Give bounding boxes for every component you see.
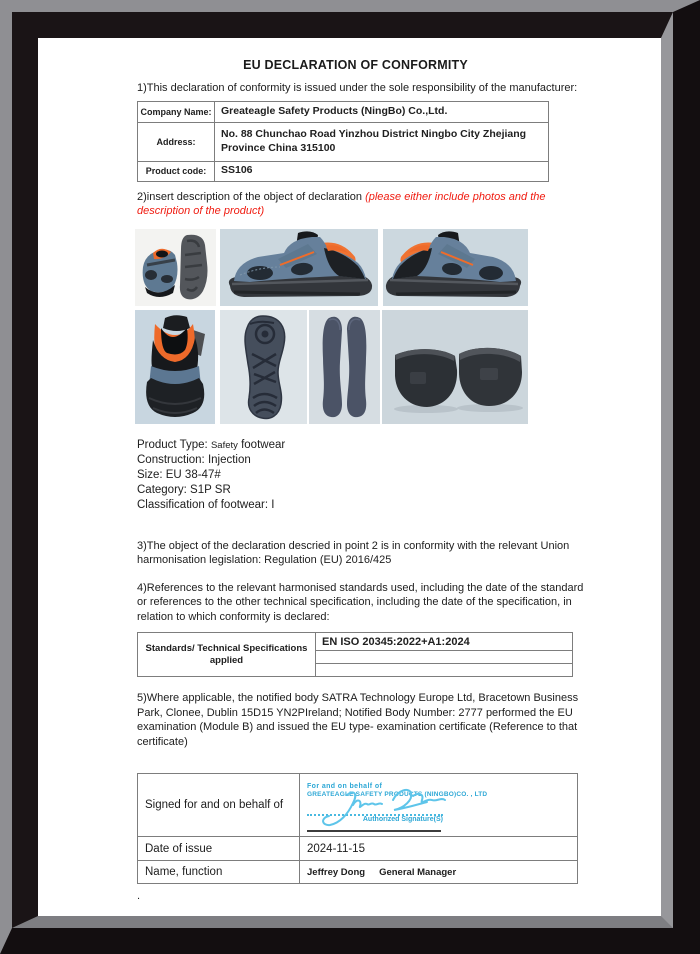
- section-2-black-text: 2)insert description of the object of declaration: [137, 190, 366, 203]
- date-of-issue-value: 2024-11-15: [300, 837, 578, 861]
- standard-empty-row: [316, 664, 573, 677]
- standards-table: [137, 632, 573, 677]
- classification-line: Classification of footwear: I: [137, 498, 275, 511]
- date-of-issue-label: Date of issue: [138, 837, 300, 861]
- table-row: [138, 161, 549, 181]
- section-5-text: 5)Where applicable, the notified body SATRA Technology Europe Ltd, Bracetown Business Park, Clonee, Dublin 15D15 YN2PIreland; Notified Body Number: 2777 performed the EU examination (Module B) and issued the EU type- examination certificate (Reference to that certificate): [137, 692, 579, 748]
- table-row: [138, 774, 578, 837]
- company-name-value: Greateagle Safety Products (NingBo) Co.,Ltd.: [215, 101, 549, 122]
- stamp-cell: [300, 774, 578, 837]
- picture-frame-inner-bevel: [12, 12, 673, 928]
- toe-caps-pair-photo: [382, 310, 528, 424]
- category-line: Category: S1P SR: [137, 483, 231, 496]
- signature-underline: [307, 830, 441, 832]
- section-3-text: 3)The object of the declaration descried in point 2 is in conformity with the relevant Union harmonisation legislation: Regulation (EU) 2016/425: [137, 539, 570, 566]
- product-type-small-word: Safety: [210, 439, 238, 451]
- signatory-function: General Manager: [379, 867, 457, 878]
- company-stamp: [301, 779, 576, 832]
- table-row: [138, 861, 578, 884]
- section-2-text: [137, 190, 585, 219]
- table-row: [138, 837, 578, 861]
- signed-for-label: Signed for and on behalf of: [138, 774, 300, 837]
- table-row: [138, 101, 549, 122]
- signatory-name: Jeffrey Dong: [307, 867, 366, 878]
- outsole-bottom-view-photo: [220, 310, 307, 424]
- product-type-rest: footwear: [237, 438, 286, 451]
- section-2-red-text: (please either include photos and the description of the product): [137, 190, 546, 217]
- signature-table: [137, 773, 578, 884]
- name-function-value: [300, 861, 578, 884]
- section-1-text: 1)This declaration of conformity is issued under the sole responsibility of the manufacturer:: [137, 82, 578, 94]
- table-row: [138, 633, 573, 651]
- address-value: No. 88 Chunchao Road Yinzhou District Ningbo City Zhejiang Province China 315100: [215, 122, 549, 161]
- company-name-label: Company Name:: [138, 101, 215, 122]
- shoe-heel-view-photo: [135, 310, 215, 424]
- product-code-value: SS106: [215, 161, 549, 181]
- section-4-text: 4)References to the relevant harmonised standards used, including the date of the standard or references to the other technical specification, including the date of the specification, in relation to which conformity is declared:: [137, 581, 584, 623]
- declaration-document-page: [38, 38, 661, 916]
- product-code-label: Product code:: [138, 161, 215, 181]
- stamp-line-2: GREATEAGLE SAFETY PRODUCTS (NINGBO)CO. , LTD: [307, 790, 488, 798]
- size-line: Size: EU 38-47#: [137, 468, 221, 481]
- standard-value: EN ISO 20345:2022+A1:2024: [316, 633, 573, 651]
- standard-empty-row: [316, 651, 573, 664]
- insoles-pair-photo: [309, 310, 380, 424]
- product-type-line: [137, 438, 661, 453]
- product-type-label: Product Type:: [137, 438, 211, 451]
- product-photo-grid: [135, 229, 528, 424]
- construction-line: Construction: Injection: [137, 453, 251, 466]
- address-label: Address:: [138, 122, 215, 161]
- shoe-side-view-toe-right-photo: [383, 229, 528, 306]
- standards-label: Standards/ Technical Specifications applied: [138, 633, 316, 677]
- name-function-label: Name, function: [138, 861, 300, 884]
- shoe-side-view-toe-left-photo: [220, 229, 378, 306]
- stamp-line-1: For and on behalf of: [307, 782, 383, 790]
- trailing-period: .: [137, 890, 141, 902]
- product-info-block: [137, 438, 661, 513]
- company-info-table: [137, 101, 549, 182]
- document-title: EU DECLARATION OF CONFORMITY: [243, 58, 468, 72]
- table-row: [138, 122, 549, 161]
- handwritten-signature: [313, 787, 453, 829]
- stamp-caption: Authorized Signature(S): [362, 815, 443, 823]
- shoe-pair-top-view-and-outsole-photo: [135, 229, 216, 306]
- document-content: [38, 38, 661, 902]
